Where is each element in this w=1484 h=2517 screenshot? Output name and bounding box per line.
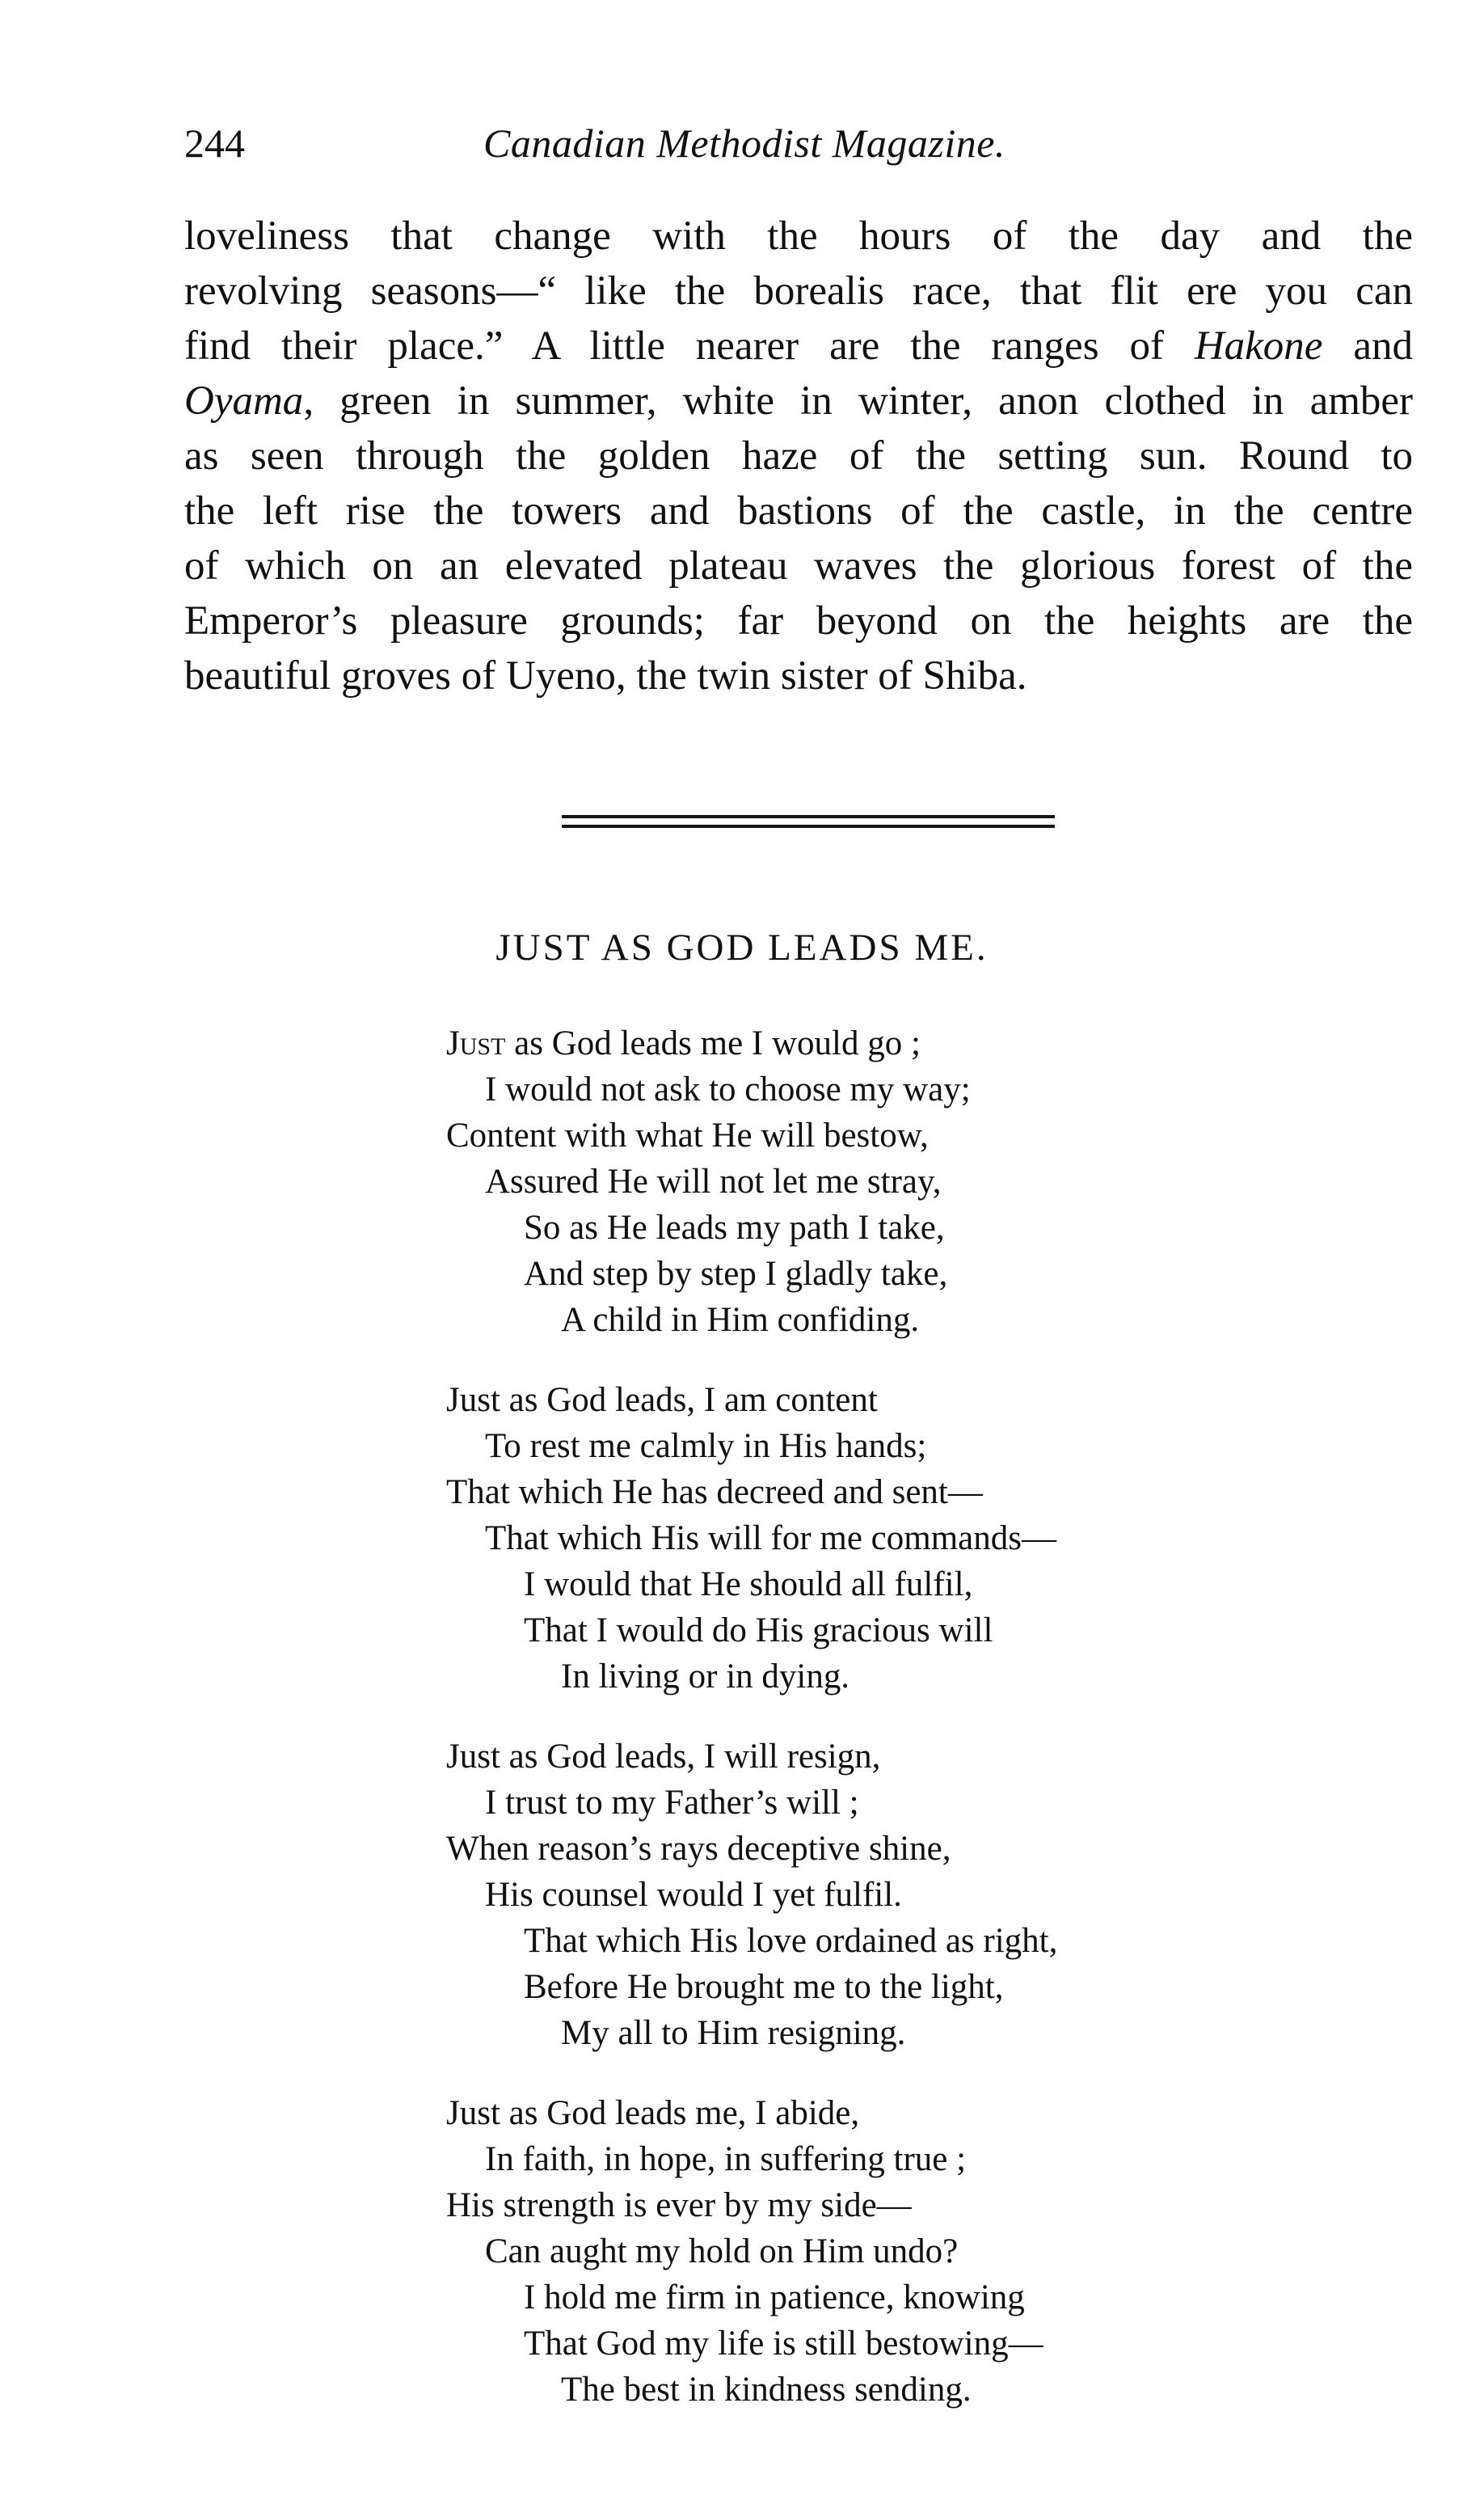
section-divider	[562, 815, 1055, 830]
poem-line: I would not ask to choose my way;	[485, 1071, 971, 1109]
poem-opening-word: Just	[446, 1024, 506, 1062]
poem-line: I would that He should all fulfil,	[524, 1565, 973, 1603]
prose-line-text: find their place.” A little nearer are the ranges of	[184, 323, 1195, 369]
prose-line: loveliness that change with the hours of the day and the	[184, 213, 1413, 259]
poem-line: Before He brought me to the light,	[524, 1968, 1004, 2006]
poem-line: And step by step I gladly take,	[524, 1255, 948, 1293]
poem-line: A child in Him confiding.	[561, 1301, 920, 1339]
poem-line: That I would do His gracious will	[524, 1611, 993, 1649]
poem-line: When reason’s rays deceptive shine,	[446, 1830, 951, 1868]
place-name-oyama: Oyama	[184, 378, 304, 424]
poem-line: In faith, in hope, in suffering true ;	[485, 2140, 967, 2178]
prose-line: the left rise the towers and bastions of the castle, in the centre	[184, 488, 1413, 534]
poem-title: JUST AS GOD LEADS ME.	[495, 927, 989, 969]
poem-line: In living or in dying.	[561, 1658, 850, 1696]
poem-line: Just as God leads me, I abide,	[446, 2094, 860, 2132]
poem	[446, 1020, 1254, 2447]
prose-line-text: , green in summer, white in winter, anon clothed in amber	[303, 378, 1413, 424]
poem-line: Content with what He will bestow,	[446, 1117, 929, 1155]
page-header	[184, 120, 1413, 168]
poem-stanza	[446, 2090, 1254, 2413]
prose-line: of which on an elevated plateau waves the glorious forest of the	[184, 543, 1413, 589]
prose-paragraph	[184, 209, 1413, 703]
poem-line: His strength is ever by my side—	[446, 2186, 912, 2224]
poem-line: That which His will for me commands—	[485, 1519, 1056, 1557]
poem-line: His counsel would I yet fulfil.	[485, 1876, 902, 1914]
prose-line-text: and	[1322, 323, 1413, 369]
divider-line	[562, 815, 1055, 818]
poem-line: So as He leads my path I take,	[524, 1209, 945, 1247]
page-number: 244	[184, 120, 245, 166]
poem-line: Just as God leads, I am content	[446, 1381, 878, 1419]
poem-line: The best in kindness sending.	[561, 2371, 972, 2409]
prose-line: Emperor’s pleasure grounds; far beyond on the heights are the	[184, 598, 1413, 644]
place-name-hakone: Hakone	[1194, 323, 1323, 369]
poem-line	[446, 1020, 1254, 1066]
poem-stanza	[446, 1734, 1254, 2056]
poem-line: To rest me calmly in His hands;	[485, 1427, 927, 1465]
poem-line: My all to Him resigning.	[561, 2014, 906, 2052]
poem-stanza	[446, 1020, 1254, 1343]
prose-line	[184, 374, 1413, 429]
poem-line: That which His love ordained as right,	[524, 1922, 1058, 1960]
poem-line: Just as God leads, I will resign,	[446, 1738, 881, 1776]
poem-line: I trust to my Father’s will ;	[485, 1784, 859, 1822]
divider-line	[562, 825, 1055, 828]
prose-line: as seen through the golden haze of the setting sun. Round to	[184, 433, 1413, 479]
prose-line	[184, 319, 1413, 374]
poem-line: Can aught my hold on Him undo?	[485, 2232, 959, 2270]
poem-stanza	[446, 1377, 1254, 1700]
poem-line: That God my life is still bestowing—	[524, 2325, 1043, 2363]
poem-line: I hold me firm in patience, knowing	[524, 2278, 1025, 2316]
running-title: Canadian Methodist Magazine.	[483, 120, 1005, 166]
prose-line: revolving seasons—“ like the borealis race, that flit ere you can	[184, 268, 1413, 314]
poem-line: Assured He will not let me stray,	[485, 1163, 942, 1201]
poem-line: That which He has decreed and sent—	[446, 1473, 983, 1511]
poem-line-text: as God leads me I would go ;	[505, 1024, 921, 1062]
prose-line: beautiful groves of Uyeno, the twin sister of Shiba.	[184, 653, 1027, 699]
